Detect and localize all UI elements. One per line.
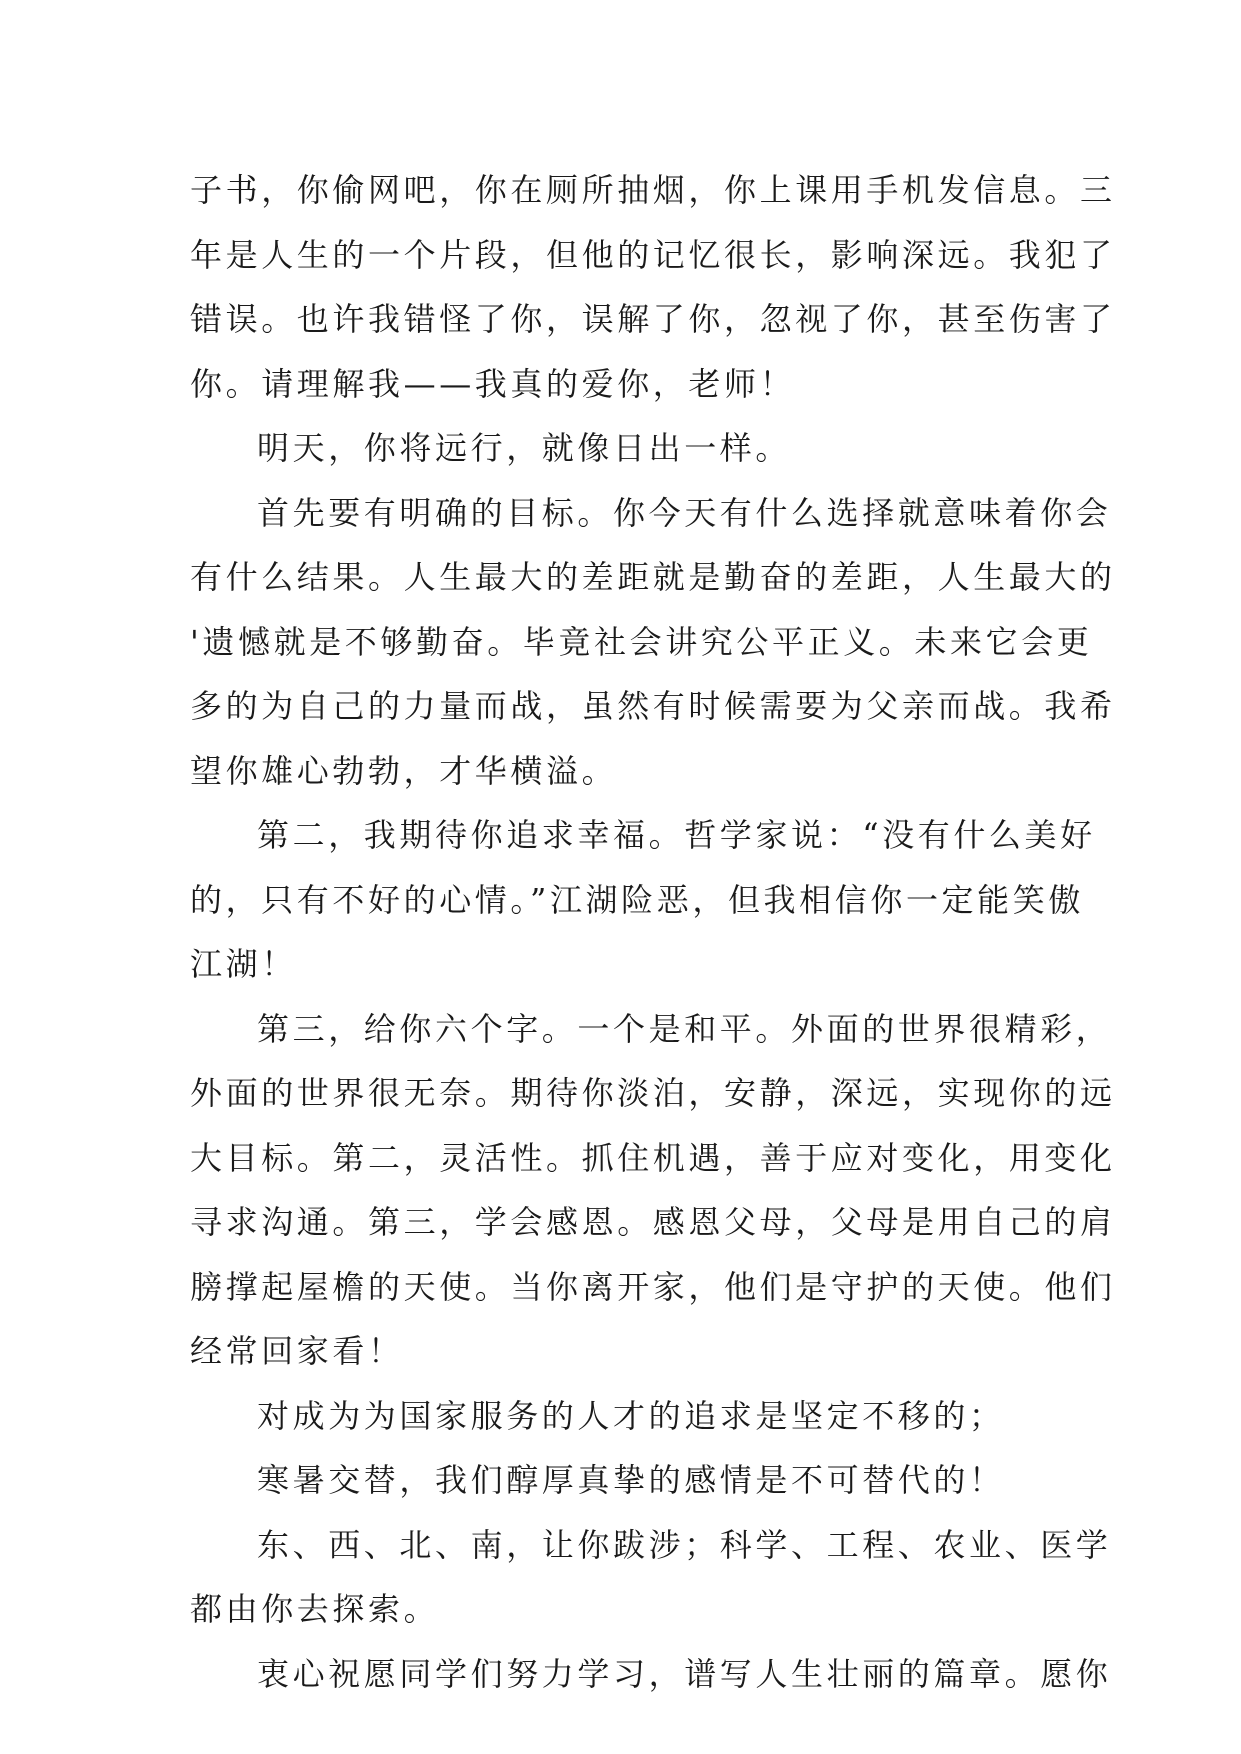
text-line-11: 第二，我期待你追求幸福。哲学家说：“没有什么美好	[257, 816, 1096, 854]
text-line-7: 有什么结果。人生最大的差距就是勤奋的差距，人生最大的	[190, 558, 1116, 596]
text-line-1: 子书，你偷网吧，你在厕所抽烟，你上课用手机发信息。三	[190, 171, 1116, 209]
text-line-5: 明天，你将远行，就像日出一样。	[257, 429, 792, 467]
text-line-21: 寒暑交替，我们醇厚真挚的感情是不可替代的！	[257, 1461, 1005, 1499]
text-line-16: 大目标。第二，灵活性。抓住机遇，善于应对变化，用变化	[190, 1138, 1116, 1177]
text-line-13: 江湖！	[190, 945, 297, 983]
text-line-23: 都由你去探索。	[190, 1590, 440, 1628]
text-line-24: 衷心祝愿同学们努力学习，谱写人生壮丽的篇章。愿你	[257, 1654, 1112, 1693]
text-line-6: 首先要有明确的目标。你今天有什么选择就意味着你会	[257, 493, 1112, 532]
text-line-3: 错误。也许我错怪了你，误解了你，忽视了你，甚至伤害了	[190, 300, 1116, 338]
text-line-4: 你。请理解我——我真的爱你，老师！	[190, 364, 796, 403]
text-line-19: 经常回家看！	[190, 1332, 404, 1370]
text-line-12: 的，只有不好的心情。”江湖险恶，但我相信你一定能笑傲	[190, 880, 1084, 919]
text-line-10: 望你雄心勃勃，才华横溢。	[190, 751, 618, 790]
document-body	[190, 158, 1116, 1706]
text-line-14: 第三，给你六个字。一个是和平。外面的世界很精彩，	[257, 1009, 1112, 1048]
text-line-2: 年是人生的一个片段，但他的记忆很长，影响深远。我犯了	[190, 235, 1116, 274]
text-line-9: 多的为自己的力量而战，虽然有时候需要为父亲而战。我希	[190, 687, 1116, 725]
text-line-22: 东、西、北、南，让你跋涉；科学、工程、农业、医学	[257, 1525, 1112, 1564]
text-line-18: 膀撑起屋檐的天使。当你离开家，他们是守护的天使。他们	[190, 1267, 1116, 1306]
text-line-15: 外面的世界很无奈。期待你淡泊，安静，深远，实现你的远	[190, 1074, 1116, 1112]
text-line-20: 对成为为国家服务的人才的追求是坚定不移的；	[257, 1396, 1005, 1435]
text-line-17: 寻求沟通。第三，学会感恩。感恩父母，父母是用自己的肩	[190, 1203, 1116, 1241]
text-line-8: '遗憾就是不够勤奋。毕竟社会讲究公平正义。未来它会更	[190, 622, 1093, 661]
